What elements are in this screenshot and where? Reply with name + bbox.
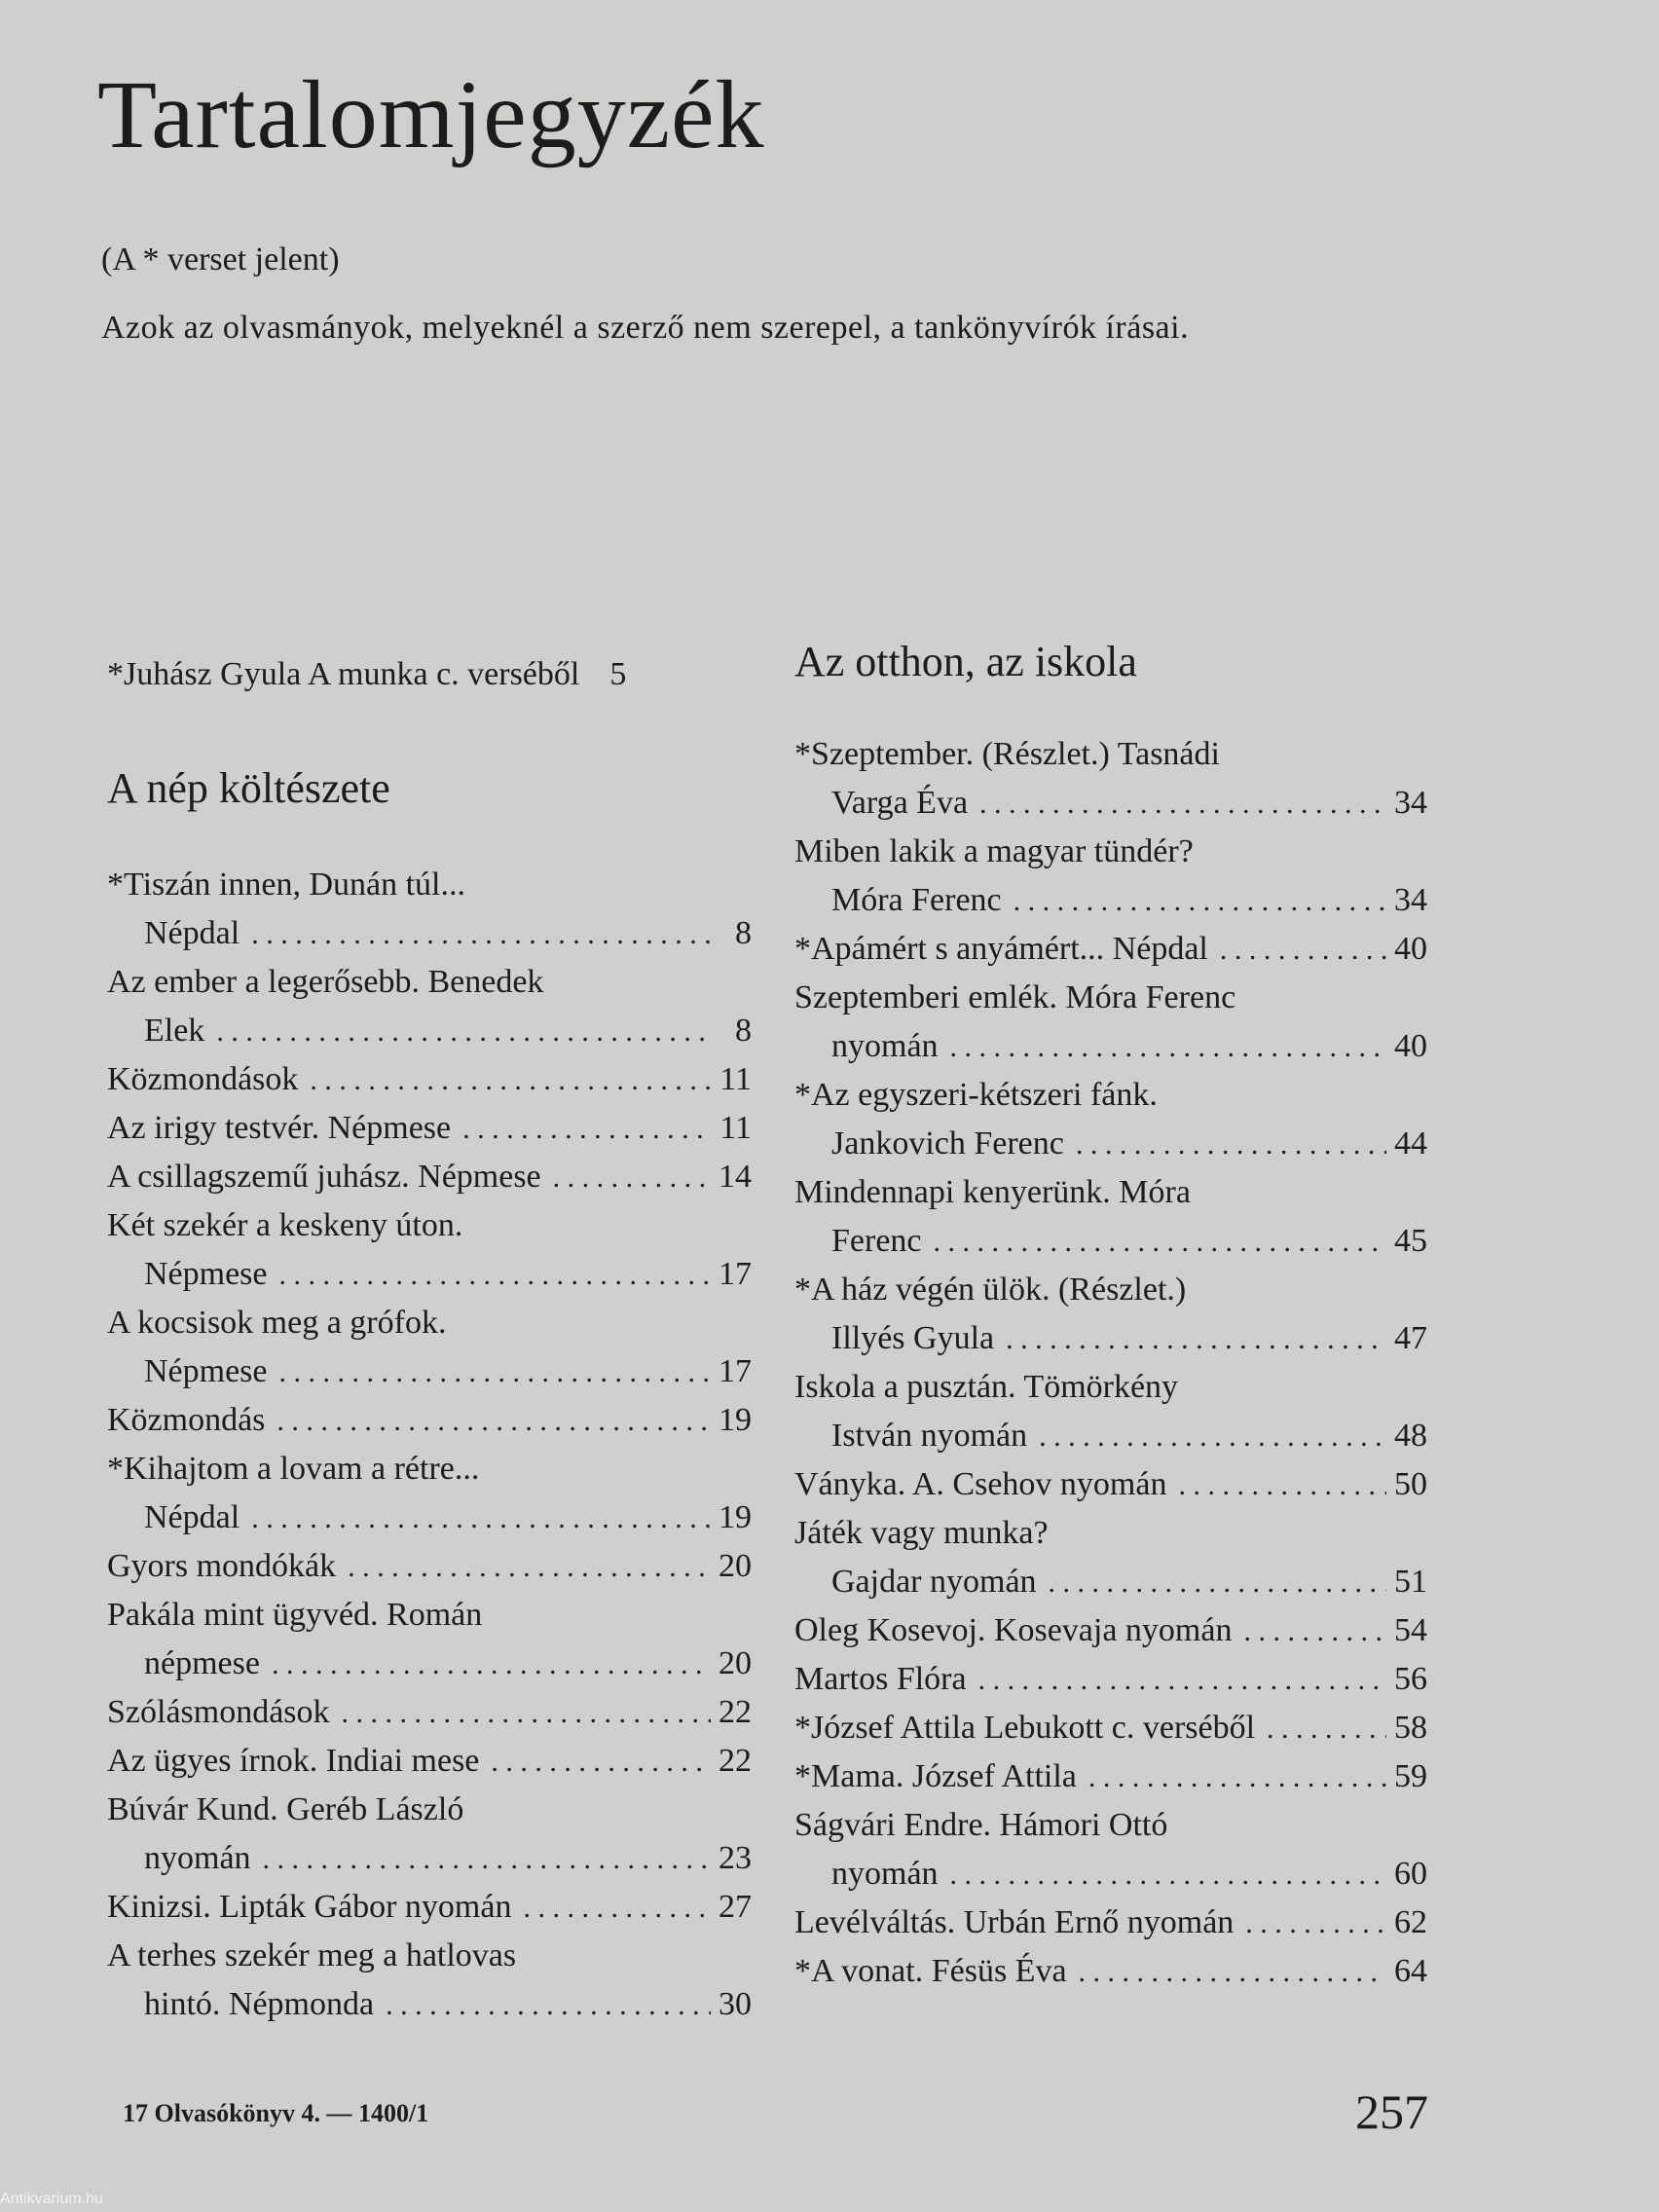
dot-leader: [386, 1981, 711, 2030]
toc-entry: [107, 1591, 752, 1688]
toc-line: [794, 1850, 1427, 1899]
toc-line: [794, 1509, 1427, 1558]
entry-text: István nyomán: [831, 1418, 1028, 1454]
toc-entry: [794, 1752, 1427, 1801]
entry-text: Kinizsi. Lipták Gábor nyomán: [107, 1889, 512, 1925]
entry-text: Közmondás: [107, 1402, 266, 1438]
toc-line: [107, 1201, 752, 1250]
toc-line: [107, 1542, 752, 1591]
entry-text: Levélváltás. Urbán Ernő nyomán: [794, 1904, 1235, 1940]
toc-entry: [107, 1542, 752, 1591]
toc-line: [794, 1412, 1427, 1460]
right-column: [794, 638, 1427, 1996]
entry-text: *Az egyszeri-kétszeri fánk.: [794, 1077, 1158, 1113]
toc-line: [107, 1153, 752, 1201]
toc-line: [107, 861, 752, 909]
entry-page: 59: [1394, 1758, 1427, 1794]
dot-leader: [462, 1105, 711, 1154]
toc-entry: [794, 925, 1427, 974]
entry-page: 19: [719, 1402, 752, 1438]
entry-text: Az ember a legerősebb. Benedek: [107, 964, 544, 1000]
toc-line: [107, 1591, 752, 1640]
toc-line: [794, 1899, 1427, 1947]
toc-entry: [107, 1299, 752, 1396]
entry-text: Illyés Gyula: [831, 1320, 995, 1356]
entry-text: Ságvári Endre. Hámori Ottó: [794, 1807, 1168, 1843]
toc-line: [794, 925, 1427, 974]
entry-text: Népdal: [144, 915, 240, 951]
entry-text: Ferenc: [831, 1223, 922, 1259]
entry-text: Oleg Kosevoj. Kosevaja nyomán: [794, 1612, 1233, 1648]
toc-line: [794, 1071, 1427, 1120]
toc-entry: [794, 974, 1427, 1071]
legend-note: (A * verset jelent): [101, 241, 340, 277]
toc-line: [107, 1299, 752, 1347]
toc-entry: [794, 1266, 1427, 1363]
dot-leader: [1049, 1559, 1386, 1607]
entry-text: Népmese: [144, 1256, 268, 1292]
dot-leader: [279, 1251, 711, 1300]
entry-text: Gyors mondókák: [107, 1548, 337, 1584]
toc-line: [794, 1558, 1427, 1606]
entry-text: Gajdar nyomán: [831, 1564, 1037, 1600]
toc-line: [794, 779, 1427, 828]
toc-line: [794, 974, 1427, 1022]
toc-line: [107, 1250, 752, 1299]
entry-page: 17: [719, 1353, 752, 1389]
entry-text: Varga Éva: [831, 785, 969, 821]
toc-line: [107, 1688, 752, 1737]
dot-leader: [553, 1154, 711, 1202]
entry-page: 45: [1394, 1223, 1427, 1259]
dot-leader: [251, 910, 711, 959]
toc-entry: [107, 1883, 752, 1932]
dot-leader: [348, 1543, 711, 1592]
section-title-nep-kolteszete: A nép költészete: [107, 764, 390, 812]
section-title-otthon-iskola: Az otthon, az iskola: [794, 638, 1137, 685]
entry-text: Közmondások: [107, 1061, 299, 1097]
toc-entry: [794, 1168, 1427, 1266]
toc-line: [794, 1460, 1427, 1509]
entry-text: nyomán: [831, 1028, 939, 1064]
toc-line: [794, 1363, 1427, 1412]
toc-entry: [794, 1655, 1427, 1704]
dot-leader: [978, 1656, 1386, 1705]
page-title: Tartalomjegyzék: [97, 60, 765, 168]
toc-line: [794, 1801, 1427, 1850]
dot-leader: [342, 1689, 711, 1738]
entry-page: 64: [1394, 1953, 1427, 1989]
entry-text: *A ház végén ülök. (Részlet.): [794, 1272, 1187, 1308]
toc-entry: [107, 861, 752, 958]
entry-text: *Mama. József Attila: [794, 1758, 1077, 1794]
toc-entry: [794, 1071, 1427, 1168]
dot-leader: [1006, 1315, 1386, 1364]
entry-text: Búvár Kund. Geréb László: [107, 1791, 464, 1827]
toc-entry: [107, 1055, 752, 1104]
toc-line: [794, 1266, 1427, 1314]
dot-leader: [1076, 1121, 1386, 1169]
toc-line: [794, 1022, 1427, 1071]
dot-leader: [950, 1851, 1386, 1899]
entry-page: 60: [1394, 1856, 1427, 1892]
entry-text: Iskola a pusztán. Tömörkény: [794, 1369, 1179, 1405]
entry-page: 23: [719, 1840, 752, 1876]
dot-leader: [979, 780, 1386, 829]
entry-text: Népmese: [144, 1353, 268, 1389]
entry-page: 50: [1394, 1466, 1427, 1502]
entry-page: 22: [719, 1694, 752, 1730]
toc-line: [794, 1752, 1427, 1801]
toc-entry: [794, 828, 1427, 925]
toc-entry: [107, 1396, 752, 1445]
entry-text: Elek: [144, 1013, 205, 1049]
toc-entry: [107, 1786, 752, 1883]
entry-text: hintó. Népmonda: [144, 1986, 375, 2022]
toc-line: [107, 1007, 752, 1055]
entry-text: Móra Ferenc: [831, 882, 1002, 918]
toc-line: [107, 1493, 752, 1542]
dot-leader: [279, 1348, 711, 1397]
toc-entry: [107, 1737, 752, 1786]
toc-line: [107, 1932, 752, 1980]
toc-line: [794, 1168, 1427, 1217]
entry-page: 56: [1394, 1661, 1427, 1697]
toc-line: [794, 876, 1427, 925]
toc-entry: [794, 1947, 1427, 1996]
entry-text: A kocsisok meg a grófok.: [107, 1305, 447, 1341]
entry-page: 5: [609, 656, 627, 692]
entry-text: nyomán: [144, 1840, 251, 1876]
entry-page: 40: [1394, 931, 1427, 967]
entry-page: 51: [1394, 1564, 1427, 1600]
toc-entry: [107, 1445, 752, 1542]
entry-page: 20: [719, 1645, 752, 1681]
entry-page: 22: [719, 1743, 752, 1779]
toc-line: [794, 1606, 1427, 1655]
entry-page: 40: [1394, 1028, 1427, 1064]
entry-page: 8: [735, 915, 752, 951]
toc-line: [794, 730, 1427, 779]
entry-page: 47: [1394, 1320, 1427, 1356]
toc-line: [107, 1834, 752, 1883]
toc-line: [107, 1104, 752, 1153]
toc-entry: [794, 1899, 1427, 1947]
entry-text: Martos Flóra: [794, 1661, 967, 1697]
entry-text: *A vonat. Fésüs Éva: [794, 1953, 1067, 1989]
entry-page: 19: [719, 1499, 752, 1535]
dot-leader: [1220, 926, 1386, 975]
toc-line: [794, 1217, 1427, 1266]
entry-text: Az ügyes írnok. Indiai mese: [107, 1743, 480, 1779]
toc-line: [794, 1704, 1427, 1752]
toc-entry: [107, 1932, 752, 2029]
intro-entry: [107, 650, 752, 699]
entry-text: Szeptemberi emlék. Móra Ferenc: [794, 979, 1236, 1015]
dot-leader: [491, 1738, 711, 1787]
toc-entry: [794, 1509, 1427, 1606]
toc-entry: [794, 1460, 1427, 1509]
dot-leader: [1267, 1705, 1386, 1753]
toc-entry: [107, 1153, 752, 1201]
entry-text: *József Attila Lebukott c. verséből: [794, 1710, 1256, 1746]
toc-entry: [794, 730, 1427, 828]
entry-page: 30: [719, 1986, 752, 2022]
dot-leader: [523, 1884, 711, 1933]
toc-line: [107, 958, 752, 1007]
entry-page: 27: [719, 1889, 752, 1925]
entry-text: Pakála mint ügyvéd. Román: [107, 1597, 483, 1633]
entry-text: A terhes szekér meg a hatlovas: [107, 1937, 517, 1973]
entry-page: 17: [719, 1256, 752, 1292]
toc-line: [107, 1347, 752, 1396]
toc-line: [107, 1396, 752, 1445]
entry-text: népmese: [144, 1645, 260, 1681]
dot-leader: [1039, 1413, 1386, 1461]
watermark: Antikvarium.hu: [0, 2191, 103, 2207]
dot-leader: [1243, 1607, 1386, 1656]
entry-text: Miben lakik a magyar tündér?: [794, 833, 1194, 869]
left-column: [107, 650, 752, 2029]
dot-leader: [216, 1008, 711, 1056]
dot-leader: [1178, 1461, 1386, 1510]
entry-text: Két szekér a keskeny úton.: [107, 1207, 463, 1243]
left-entry-list: [107, 861, 752, 2029]
authorship-note: Azok az olvasmányok, melyeknél a szerző nem szerepel, a tankönyvírók írásai.: [101, 310, 1190, 346]
entry-text: Az irigy testvér. Népmese: [107, 1110, 452, 1146]
toc-entry: [794, 1801, 1427, 1899]
entry-text: *Apámért s anyámért... Népdal: [794, 931, 1208, 967]
entry-text: *Juhász Gyula A munka c. verséből: [107, 656, 580, 692]
toc-line: [794, 1314, 1427, 1363]
dot-leader: [1245, 1899, 1386, 1948]
entry-page: 62: [1394, 1904, 1427, 1940]
entry-text: Játék vagy munka?: [794, 1515, 1049, 1551]
entry-text: Jankovich Ferenc: [831, 1125, 1064, 1161]
entry-text: Népdal: [144, 1499, 240, 1535]
dot-leader: [1014, 877, 1386, 926]
toc-line: [107, 1883, 752, 1932]
toc-line: [794, 1947, 1427, 1996]
entry-page: 48: [1394, 1418, 1427, 1454]
dot-leader: [251, 1494, 711, 1543]
entry-text: A csillagszemű juhász. Népmese: [107, 1159, 541, 1195]
dot-leader: [276, 1397, 711, 1446]
dot-leader: [272, 1641, 711, 1689]
entry-page: 58: [1394, 1710, 1427, 1746]
dot-leader: [934, 1218, 1386, 1267]
toc-entry: [794, 1363, 1427, 1460]
entry-text: *Kihajtom a lovam a rétre...: [107, 1451, 480, 1487]
toc-line: [107, 1737, 752, 1786]
dot-leader: [1079, 1948, 1386, 1997]
toc-entry: [107, 1688, 752, 1737]
toc-line: [107, 909, 752, 958]
toc-line: [107, 1445, 752, 1493]
dot-leader: [310, 1056, 711, 1105]
dot-leader: [263, 1835, 711, 1884]
toc-line: [794, 1120, 1427, 1168]
toc-line: [794, 828, 1427, 876]
dot-leader: [950, 1023, 1386, 1072]
toc-entry: [107, 1201, 752, 1299]
entry-page: 34: [1394, 882, 1427, 918]
entry-page: 20: [719, 1548, 752, 1584]
toc-line: [794, 1655, 1427, 1704]
right-entry-list: [794, 730, 1427, 1996]
entry-page: 8: [735, 1013, 752, 1049]
entry-text: *Szeptember. (Részlet.) Tasnádi: [794, 736, 1220, 772]
page-number: 257: [1355, 2084, 1428, 2139]
entry-page: 14: [719, 1159, 752, 1195]
toc-entry: [794, 1704, 1427, 1752]
toc-line: [107, 1786, 752, 1834]
entry-text: Mindennapi kenyerünk. Móra: [794, 1174, 1191, 1210]
entry-page: 34: [1394, 785, 1427, 821]
toc-entry: [107, 1104, 752, 1153]
toc-entry: [107, 958, 752, 1055]
entry-page: 11: [719, 1061, 752, 1097]
entry-page: 54: [1394, 1612, 1427, 1648]
toc-line: [107, 1640, 752, 1688]
entry-page: 11: [719, 1110, 752, 1146]
entry-page: 44: [1394, 1125, 1427, 1161]
printer-signature: 17 Olvasókönyv 4. — 1400/1: [123, 2099, 429, 2127]
toc-entry: [794, 1606, 1427, 1655]
toc-line: [107, 1055, 752, 1104]
entry-text: *Tiszán innen, Dunán túl...: [107, 866, 466, 903]
entry-text: Szólásmondások: [107, 1694, 330, 1730]
toc-line: [107, 1980, 752, 2029]
dot-leader: [1088, 1753, 1386, 1802]
entry-text: Ványka. A. Csehov nyomán: [794, 1466, 1167, 1502]
entry-text: nyomán: [831, 1856, 939, 1892]
